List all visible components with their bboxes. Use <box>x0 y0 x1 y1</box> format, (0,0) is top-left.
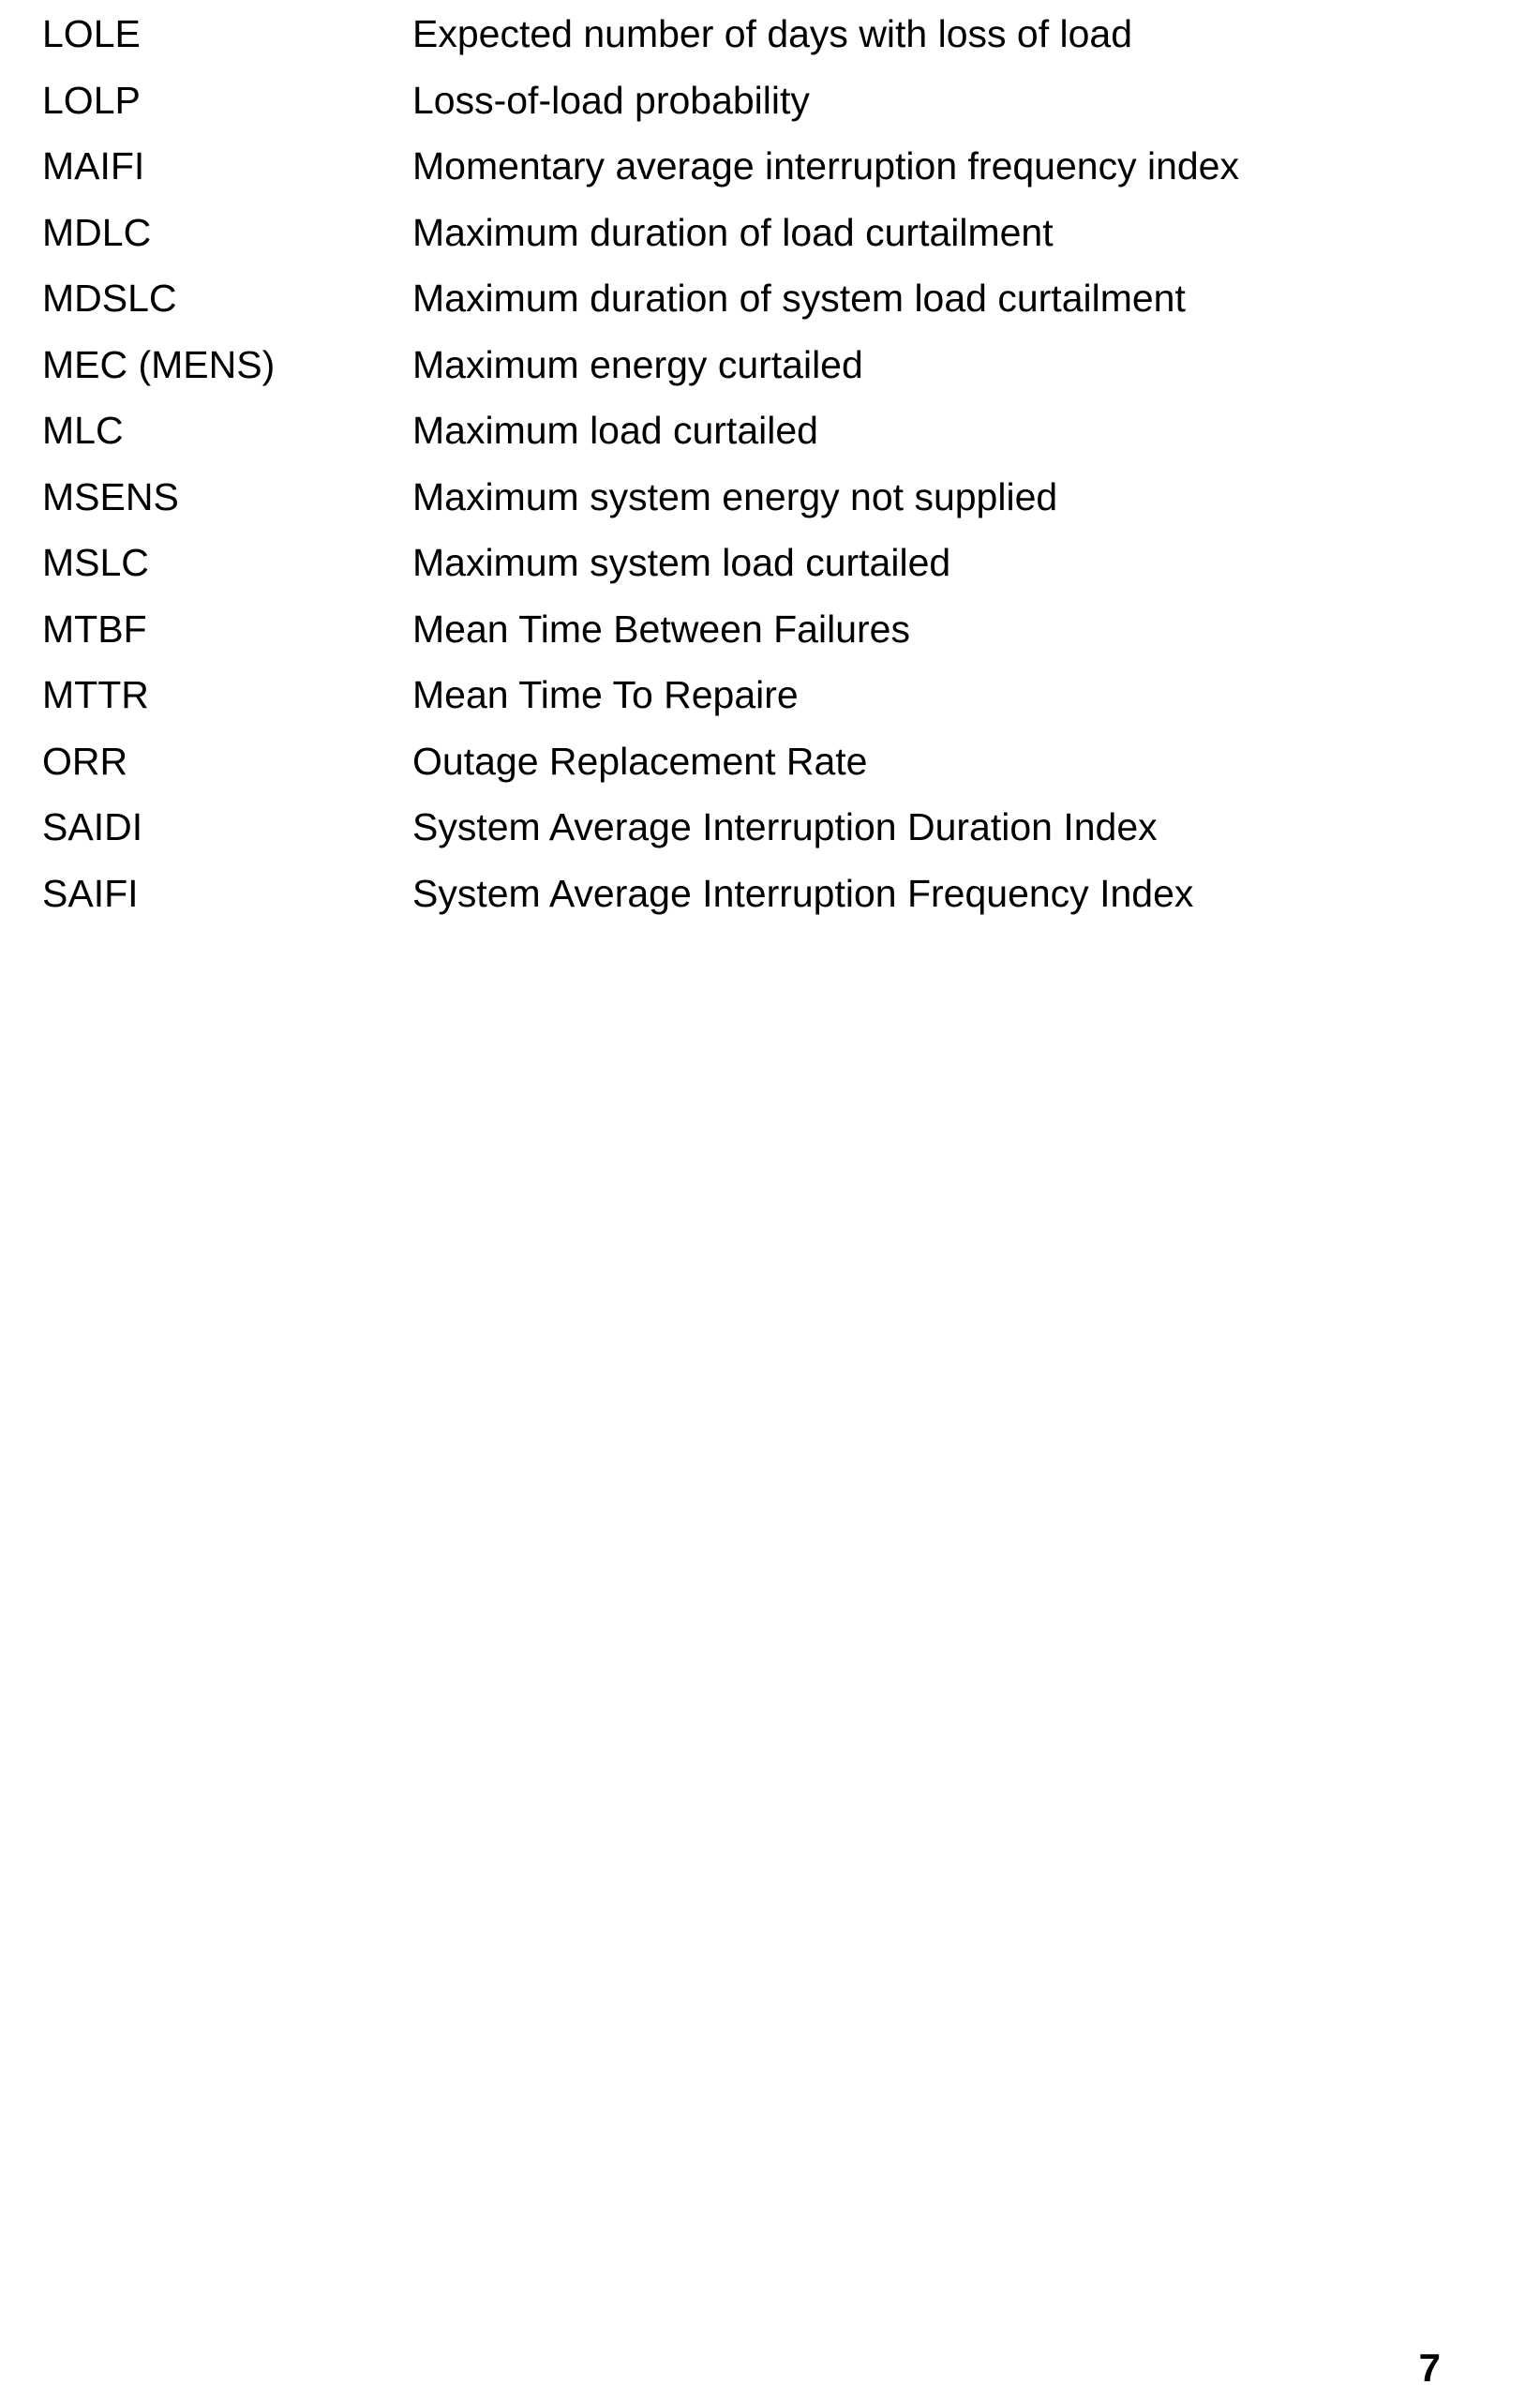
abbreviation-row <box>42 76 1448 142</box>
abbreviation-definition: Maximum load curtailed <box>412 409 818 452</box>
abbreviation-definition: Outage Replacement Rate <box>412 739 868 783</box>
abbreviation-row <box>42 472 1448 539</box>
abbreviation-definition: Loss-of-load probability <box>412 78 810 122</box>
abbreviation-term: MEC (MENS) <box>42 342 276 386</box>
abbreviation-term: ORR <box>42 739 128 783</box>
abbreviation-row <box>42 208 1448 275</box>
abbreviation-term: SAIDI <box>42 805 143 848</box>
abbreviation-row <box>42 538 1448 605</box>
abbreviation-row <box>42 869 1448 936</box>
abbreviation-definition: Momentary average interruption frequency index <box>412 144 1239 188</box>
abbreviation-definition: Expected number of days with loss of load <box>412 12 1133 55</box>
abbreviation-term: LOLE <box>42 12 141 55</box>
abbreviation-definition: Maximum duration of system load curtailment <box>412 277 1186 320</box>
abbreviation-definition: Maximum energy curtailed <box>412 342 863 386</box>
abbreviation-term: LOLP <box>42 78 141 122</box>
abbreviation-row <box>42 605 1448 671</box>
abbreviation-row <box>42 670 1448 737</box>
abbreviation-definition: Mean Time Between Failures <box>412 607 910 651</box>
abbreviation-term: MDLC <box>42 210 152 254</box>
abbreviation-row <box>42 340 1448 407</box>
abbreviation-row <box>42 802 1448 869</box>
abbreviation-term: MLC <box>42 409 124 452</box>
abbreviation-term: SAIFI <box>42 871 139 915</box>
abbreviation-definition: System Average Interruption Duration Index <box>412 805 1158 848</box>
abbreviation-row <box>42 737 1448 803</box>
abbreviation-term: MDSLC <box>42 277 177 320</box>
abbreviation-term: MTBF <box>42 607 147 651</box>
abbreviation-term: MAIFI <box>42 144 145 188</box>
abbreviation-term: MSENS <box>42 474 179 518</box>
abbreviation-definition: Mean Time To Repaire <box>412 673 799 716</box>
abbreviation-row <box>42 406 1448 472</box>
abbreviation-row <box>42 142 1448 208</box>
page-number: 7 <box>1418 2346 1441 2390</box>
abbreviation-term: MSLC <box>42 541 149 584</box>
abbreviation-definition: Maximum system energy not supplied <box>412 474 1058 518</box>
abbreviation-definition: Maximum system load curtailed <box>412 541 951 584</box>
abbreviation-definition: System Average Interruption Frequency Index <box>412 871 1194 915</box>
abbreviation-term: MTTR <box>42 673 149 716</box>
abbreviation-row <box>42 274 1448 340</box>
abbreviation-definition: Maximum duration of load curtailment <box>412 210 1054 254</box>
abbreviation-row <box>42 9 1448 76</box>
abbreviation-list <box>42 9 1448 935</box>
